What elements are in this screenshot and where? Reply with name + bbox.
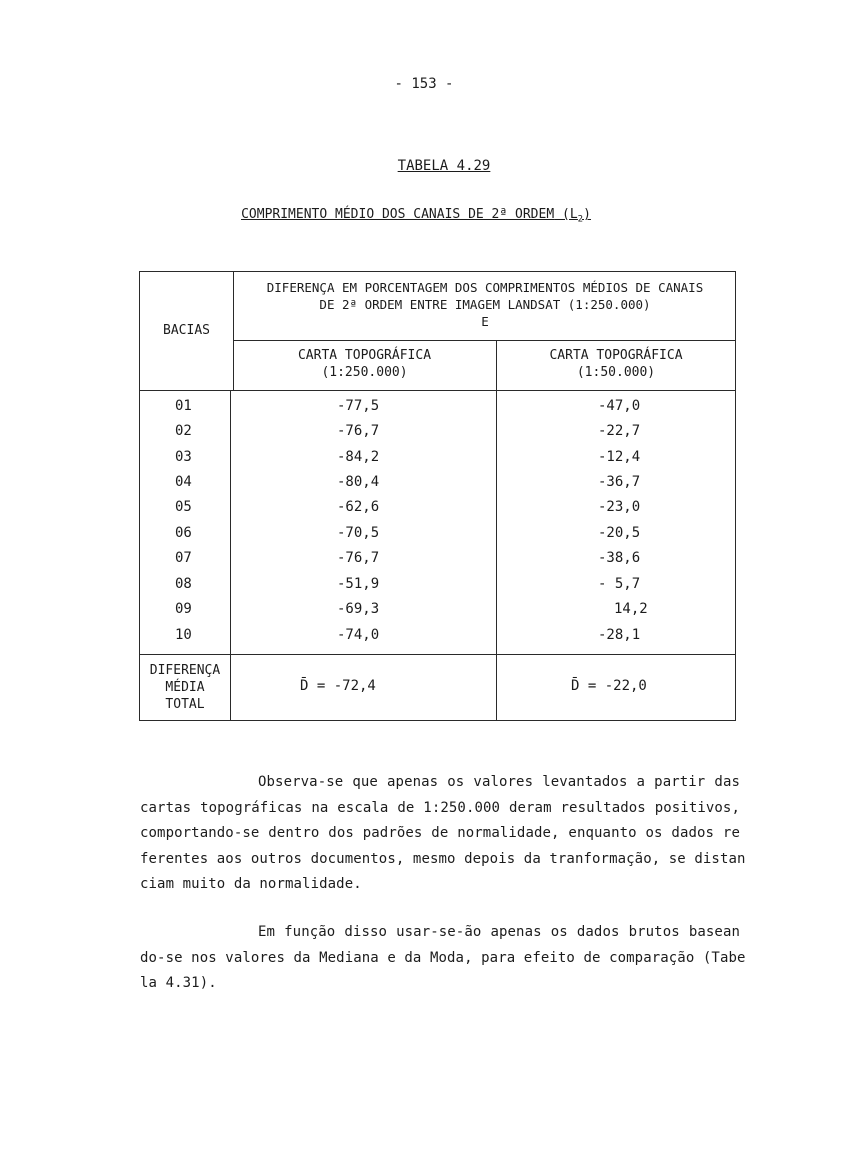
total-value-1: D̄ = -72,4: [300, 678, 376, 694]
group-header-line3: E: [481, 314, 489, 329]
paragraph-2-line: Em função disso usar-se-ão apenas os dados brutos basean: [258, 924, 740, 940]
bacia-cell: 09: [175, 601, 192, 617]
value-cell: -22,7: [598, 423, 641, 439]
row-header-bacias: BACIAS: [163, 323, 210, 338]
paragraph-2: [140, 920, 746, 997]
table-subtitle: [0, 207, 832, 225]
table-subtitle-close: ): [583, 207, 591, 222]
value-cell: -77,5: [337, 398, 380, 414]
bacia-cell: 07: [175, 550, 192, 566]
value-cell: -38,6: [598, 550, 641, 566]
total-row-label: [140, 662, 230, 713]
total-label-line1: DIFERENÇA: [149, 663, 221, 678]
paragraph-1: [140, 770, 746, 898]
page-number: - 153 -: [394, 76, 454, 92]
paragraph-2-line: do-se nos valores da Mediana e da Moda, para efeito de comparação (Tabe: [140, 949, 746, 966]
group-header-line1: DIFERENÇA EM PORCENTAGEM DOS COMPRIMENTOS MÉDIOS DE CANAIS: [266, 280, 704, 295]
value-cell: 14,2: [614, 601, 648, 617]
paragraph-1-line: cartas topográficas na escala de 1:250.000 deram resultados positivos,: [140, 799, 740, 816]
bacia-cell: 01: [175, 398, 192, 414]
table-subtitle-symbol: (L: [562, 207, 578, 222]
paragraph-1-line: ferentes aos outros documentos, mesmo depois da tranformação, se distan: [140, 850, 746, 867]
total-value-2: D̄ = -22,0: [571, 678, 647, 694]
bacia-cell: 05: [175, 499, 192, 515]
column-header-2-line2: (1:50.000): [576, 365, 656, 380]
bacia-cell: 02: [175, 423, 192, 439]
paragraph-1-line: Observa-se que apenas os valores levantados a partir das: [258, 774, 740, 790]
column-header-2-line1: CARTA TOPOGRÁFICA: [549, 348, 683, 363]
column-header-1: [233, 347, 496, 381]
value-cell: -70,5: [337, 525, 380, 541]
value-cell: - 5,7: [598, 576, 641, 592]
bacia-cell: 10: [175, 627, 192, 643]
column-header-1-line1: CARTA TOPOGRÁFICA: [297, 348, 432, 363]
value-cell: -51,9: [337, 576, 380, 592]
value-cell: -76,7: [337, 550, 380, 566]
total-label-line3: TOTAL: [165, 697, 205, 712]
paragraph-1-line: comportando-se dentro dos padrões de normalidade, enquanto os dados re: [140, 825, 740, 841]
value-cell: -20,5: [598, 525, 641, 541]
table-title-text: TABELA 4.29: [397, 158, 491, 174]
value-cell: -74,0: [337, 627, 380, 643]
divider-subheader: [233, 340, 735, 341]
paragraph-1-line: ciam muito da normalidade.: [140, 876, 362, 892]
table-subtitle-text: COMPRIMENTO MÉDIO DOS CANAIS DE 2ª ORDEM: [241, 207, 555, 222]
divider-vertical-label-body: [230, 390, 231, 721]
divider-vertical-columns: [496, 340, 497, 721]
divider-body-total: [140, 654, 735, 655]
column-header-2: [497, 347, 735, 381]
value-cell: -28,1: [598, 627, 641, 643]
value-cell: -62,6: [337, 499, 380, 515]
table-title: [0, 158, 848, 174]
bacia-cell: 06: [175, 525, 192, 541]
value-cell: -80,4: [337, 474, 380, 490]
total-label-line2: MÉDIA: [165, 680, 205, 695]
value-cell: -12,4: [598, 449, 641, 465]
value-cell: -23,0: [598, 499, 641, 515]
divider-header-body: [140, 390, 735, 391]
group-header-line2: DE 2ª ORDEM ENTRE IMAGEM LANDSAT (1:250.000): [319, 297, 651, 312]
value-cell: -47,0: [598, 398, 641, 414]
table-subtitle-subscript: 2: [577, 214, 584, 225]
paragraph-2-line: la 4.31).: [140, 975, 217, 991]
value-cell: -36,7: [598, 474, 641, 490]
bacia-cell: 03: [175, 449, 192, 465]
value-cell: -84,2: [337, 449, 380, 465]
value-cell: -76,7: [337, 423, 380, 439]
bacia-cell: 08: [175, 576, 192, 592]
bacia-cell: 04: [175, 474, 192, 490]
group-header: [235, 279, 735, 330]
data-table: [139, 271, 736, 721]
value-cell: -69,3: [337, 601, 380, 617]
column-header-1-line2: (1:250.000): [321, 365, 408, 380]
